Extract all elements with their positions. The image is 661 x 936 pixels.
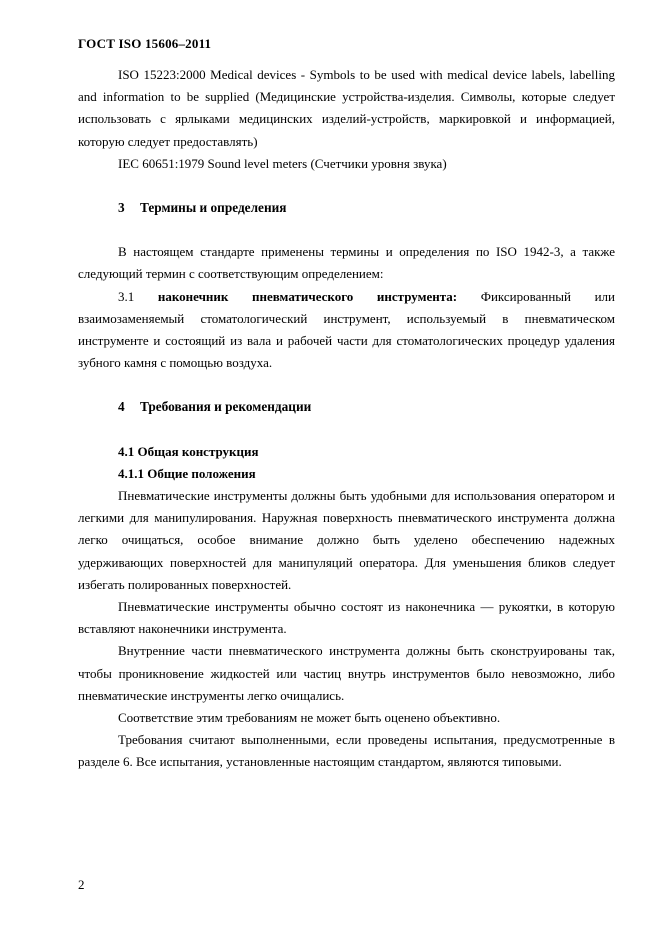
section-3-intro: В настоящем стандарте применены термины и определения по ISO 1942-3, а также следующий термин с соответствующим определением:	[78, 244, 615, 282]
page-number: 2	[78, 877, 85, 892]
subsection-4-1-heading: 4.1 Общая конструкция	[118, 443, 259, 459]
section-3-title: Термины и определения	[140, 200, 287, 216]
term-number: 3.1	[118, 288, 135, 304]
paragraph-internal-parts: Внутренние части пневматического инструмента должны быть сконструированы так, чтобы проникновение жидкостей или частиц внутрь инструментов было невозможно, либо пневматические инструменты легко очищались.	[78, 643, 615, 703]
section-3-heading	[78, 197, 615, 219]
section-4-title: Требования и рекомендации	[140, 399, 312, 415]
section-4-heading	[78, 396, 615, 418]
subsection-4-1-1-heading: 4.1.1 Общие положения	[118, 465, 256, 481]
document-header: ГОСТ ISO 15606–2011	[78, 36, 212, 51]
paragraph-compliance: Соответствие этим требованиям не может быть оценено объективно.	[118, 710, 501, 726]
term-text: Фиксированный или взаимозаменяемый стоматологический инструмент, используемый в пневматическом инструменте и состоящий из вала и рабочей части для стоматологических процедур удаления зубного камня с помощью воздуха.	[78, 288, 615, 371]
reference-iso-15223: ISO 15223:2000 Medical devices - Symbols to be used with medical device labels, labelling and information to be supplied (Медицинские устройства-изделия. Символы, которые следует использовать с ярлыками медицинских изделий-устройств, маркировкой и информацией, которую следует предоставлять)	[78, 67, 615, 149]
document-body	[78, 64, 615, 774]
section-4-number: 4	[118, 399, 125, 415]
reference-iec-60651: IEC 60651:1979 Sound level meters (Счетчики уровня звука)	[118, 155, 447, 171]
paragraph-tests: Требования считают выполненными, если проведены испытания, предусмотренные в разделе 6. Все испытания, установленные настоящим стандартом, являются типовыми.	[78, 732, 615, 770]
section-3-number: 3	[118, 200, 125, 216]
paragraph-composition: Пневматические инструменты обычно состоят из наконечника — рукоятки, в которую вставляют наконечники инструмента.	[78, 599, 615, 637]
term-definition	[78, 286, 615, 375]
term-name: наконечник пневматического инструмента:	[157, 288, 458, 304]
paragraph-general-requirements: Пневматические инструменты должны быть удобными для использования оператором и легкими для манипулирования. Наружная поверхность пневматического инструмента должна легко очищаться, особое внимание должно быть уделено обеспечению надежных удерживающих поверхностей для манипуляций оператора. Для уменьшения бликов следует избегать полированных поверхностей.	[78, 488, 615, 592]
